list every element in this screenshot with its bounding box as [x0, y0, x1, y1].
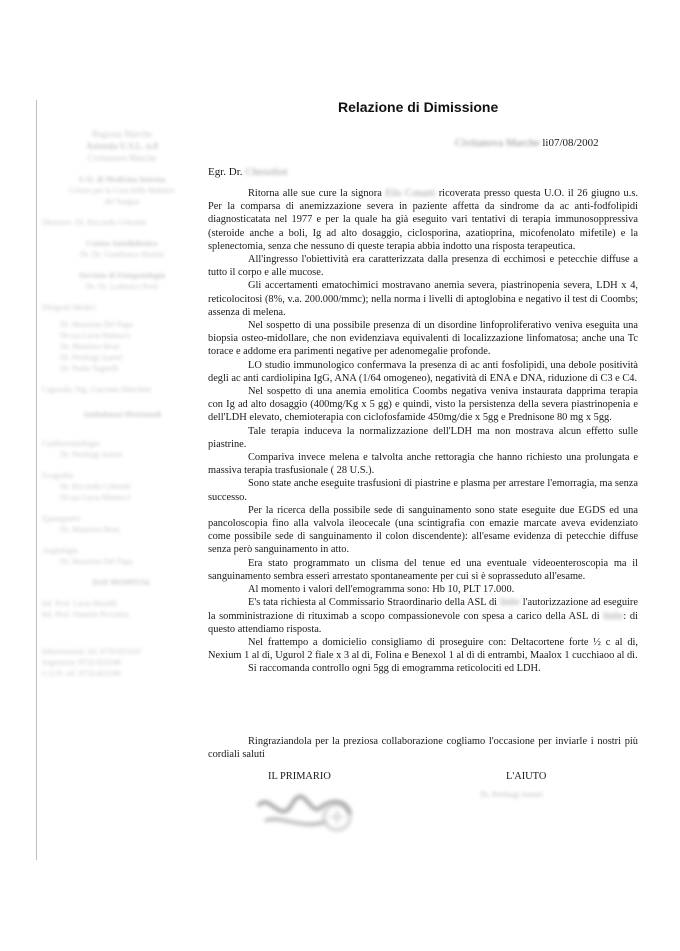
sidebar-director: Direttore: Dr. Riccardo Ceferetti — [42, 218, 146, 227]
sidebar-staff-member: Dr. Massimo Del Papa — [60, 320, 133, 329]
margin-rule — [36, 100, 37, 860]
asl-name: Imbr — [603, 610, 624, 622]
sidebar-staff-label: Dirigenti Medici — [42, 303, 96, 312]
sidebar-section-item: Dr. Massimo Del Papa — [60, 557, 133, 566]
sidebar-header — [42, 128, 202, 164]
sidebar-staff — [42, 302, 202, 374]
stamp-mark — [320, 800, 354, 834]
paragraph-text: l'autorizzazione ad eseguire la somministrazione di rituximab a scopo compassionevole con spesa a carico della ASL di — [208, 597, 638, 622]
sidebar-section-item: Dr. Riccardo Ceferetti — [60, 482, 131, 491]
sidebar-centre — [42, 238, 202, 260]
sidebar-centre-doctor: Dr. Dr. Gianfranco Bertini — [79, 250, 165, 259]
sidebar-contacts — [42, 646, 202, 679]
sidebar-ambulatory: Ambulatori Divisionali — [82, 410, 162, 419]
sidebar-section-item: Dr. Maurizio Brun — [60, 525, 120, 534]
sidebar-unit-line: Centro per la Cura delle Malattie — [69, 186, 175, 195]
sidebar-unit-name: U.O. di Medicina Interna — [78, 175, 166, 184]
signature-primario-label: IL PRIMARIO — [268, 771, 331, 782]
sidebar-section-label: Epatogastro — [42, 514, 81, 523]
paragraph-text: Ritorna alle sue cure la signora — [248, 188, 386, 199]
sidebar-section-label: Cardioematologia — [42, 439, 100, 448]
sidebar-service — [42, 270, 202, 292]
signature-aiuto-label: L'AIUTO — [506, 771, 547, 782]
sidebar-staff-member: Dr.ssa Lucia Mattucci — [60, 331, 131, 340]
sidebar-day-staff — [42, 598, 202, 620]
sidebar-nurse: Caposala: Sig. Giacomo Marchini — [42, 385, 151, 394]
closing-text: Ringraziandola per la preziosa collaborazione cogliamo l'occasione per inviarle i nostri più cordiali saluti — [208, 736, 638, 761]
paragraph-text: ricoverata presso questa U.O. il 26 giugno u.s. Per la comparsa di anemizzazione severa in paziente affetta da sindrome da ac anti-fodfolipidi diagnosticatata nel 1977 e per la quale ha già eseguito vari tentativi di terapia immunosoppressiva (steroide anche a boli, Ig ad alto dosaggio, ciclosporina, azatioprina, micofenolato mifetile) e la splenectomia, senza che nessuno di queste terapia abbia indotto una risposta terapeutica. — [208, 188, 638, 252]
paragraph: Si raccomanda controllo ogni 5gg di emogramma reticolociti ed LDH. — [248, 663, 541, 675]
sidebar-section-label: Ecografia — [42, 471, 74, 480]
date-line — [455, 137, 599, 149]
recipient-name: Chesoliot — [245, 166, 288, 178]
sidebar-section — [42, 470, 202, 503]
sidebar-unit — [42, 174, 202, 207]
sidebar-section — [42, 545, 202, 567]
paragraph: All'ingresso l'obiettività era caratterizzata dalla presenza di ecchimosi e petecchie diffuse a tutto il corpo e alle mucose. — [208, 254, 638, 279]
paragraph — [208, 187, 638, 253]
sidebar-section-label: Angiologia — [42, 546, 78, 555]
sidebar-staff-member: Dr. Paolo Tognelli — [60, 364, 119, 373]
sidebar-contact: Segreteria: 0733.823248 — [42, 658, 121, 667]
sidebar-section — [42, 438, 202, 460]
sidebar-staff-member: Dr. Maurizio Brun — [60, 342, 120, 351]
sidebar-service-name: Servizio di Fisiopatologia — [78, 271, 166, 280]
document-title: Relazione di Dimissione — [338, 99, 499, 115]
sidebar-section — [42, 513, 202, 535]
paragraph — [208, 596, 638, 636]
sidebar-azienda: Azienda U.S.L. n.8 — [85, 141, 158, 151]
sidebar-region: Regione Marche — [92, 129, 152, 139]
paragraph: Tale terapia induceva la normalizzazione dell'LDH ma non mostrava alcun effetto sulle piastrine. — [208, 425, 638, 450]
paragraph: Nel sospetto di una possibile presenza di un disordine linfoproliferativo veniva eseguita una biopsia osteo-midollare, che non evidenziava equivalenti di localizzazione linfomatosa; anche una Tc torace e addome era parimenti negative per adenomegalie profonde. — [208, 320, 638, 358]
paragraph-text: E's tata richiesta al Commissario Straordinario della ASL di — [248, 597, 500, 609]
patient-last-name: Conani — [405, 188, 436, 199]
paragraph: Era stato programmato un clisma del tenue ed una eventuale videoenteroscopia ma il sanguinamento sembra esserì arrestato spontaneamente per cui si è soprasseduto all'esame. — [208, 557, 638, 582]
sidebar-section-item: Dr.ssa Lucia Mattucci — [60, 493, 131, 502]
date-place: Civitanova Marche — [455, 137, 540, 149]
paragraph-text: : di questo attendiamo risposta. — [208, 610, 638, 635]
asl-name: Imbr — [499, 597, 521, 609]
recipient-prefix: Egr. Dr. — [208, 166, 243, 178]
sidebar-service-doctor: Dr. Dr. Lodovico Porti — [85, 282, 159, 291]
sidebar-centre-name: Centro Antidiabetico — [86, 239, 158, 248]
sidebar-staff-member: Dr. Pierluigi Aurori — [60, 353, 123, 362]
paragraph: Sono state anche eseguite trasfusioni di piastrine e plasma per arrestare l'emorragia, ma senza successo. — [208, 478, 638, 503]
sidebar-unit-line: del Sangue — [104, 197, 140, 206]
paragraph: Al momento i valori dell'emogramma sono: Hb 10, PLT 17.000. — [248, 584, 515, 596]
paragraph: Compariva invece melena e talvolta anche rettoragia che hanno richiesto una prolungata e massiva terapia trasfusionale ( 28 U.S.). — [208, 452, 638, 477]
letterhead-sidebar — [42, 128, 202, 848]
sidebar-day-hospital: DAY HOSPITAL — [92, 578, 152, 587]
closing — [208, 735, 638, 761]
recipient-line — [208, 166, 287, 178]
sidebar-section-item: Dr. Pierluigi Aurori — [60, 450, 123, 459]
patient-first-name: Elis — [385, 188, 402, 199]
sidebar-contact: Informazioni: tel. 0733.823247 — [42, 647, 142, 656]
sidebar-day-staff-member: Inf. Prof. Lucia Rinaldi — [42, 599, 117, 608]
paragraph: Per la ricerca della possibile sede di sanguinamento sono state eseguite due EGDS ed una pancoloscopia fino alla valvola ileocecale (una scintigrafia con emazie marcate aveva evidenziato come possibile sede di sanguinamento il colon discendente): all'esame evidenza di petecchie diffuse senza però sanguinamento in atto. — [208, 504, 638, 556]
paragraph: Gli accertamenti ematochimici mostravano anemia severa, piastrinopenia severa, LDH x 4, reticolocitosi (8%, v.a. 200.000/mmc); nella norma i livelli di aptoglobina e negativo il test di Coombs; assenza di melena. — [208, 280, 638, 318]
paragraph: Nel sospetto di una anemia emolitica Coombs negativa veniva instaurata dapprima terapia con Ig ad alto dosaggio (400mg/Kg x 5 gg) e quindi, visto la persistenza della severa piastrinopenia e dell'LDH elevato, chemioterapia con ciclofosfamide 450mg/die x 5gg e Prednisone 80 mg x 5gg. — [208, 386, 638, 424]
sidebar-day-staff-member: Inf. Prof. Daniela Piccinini — [42, 610, 129, 619]
date-value: li07/08/2002 — [542, 137, 599, 149]
letter-body — [208, 181, 638, 676]
paragraph: LO studio immunologico confermava la presenza di ac anti fosfolipidi, una debole positività degli ac anti cardiolipina IgG, ANA (1/64 omogeneo), negatività di ENA e DNA, riduzione di C3 e C4. — [208, 359, 638, 384]
sidebar-contact: C.U.P.: tel. 0733.823249 — [42, 669, 121, 678]
sidebar-city: Civitanova Marche — [87, 153, 157, 163]
paragraph: Nel frattempo a domicielio consigliamo di proseguire con: Deltacortene forte ½ c al dì, Nexium 1 al dì, Ugurol 2 fiale x 3 al dì, Folina e Benexol 1 al dì di entrambi, Maalox 1 cucchiaoo al dì. — [208, 636, 638, 662]
signature-aiuto-name: Dr. Pierluigi Aurori — [480, 790, 543, 799]
